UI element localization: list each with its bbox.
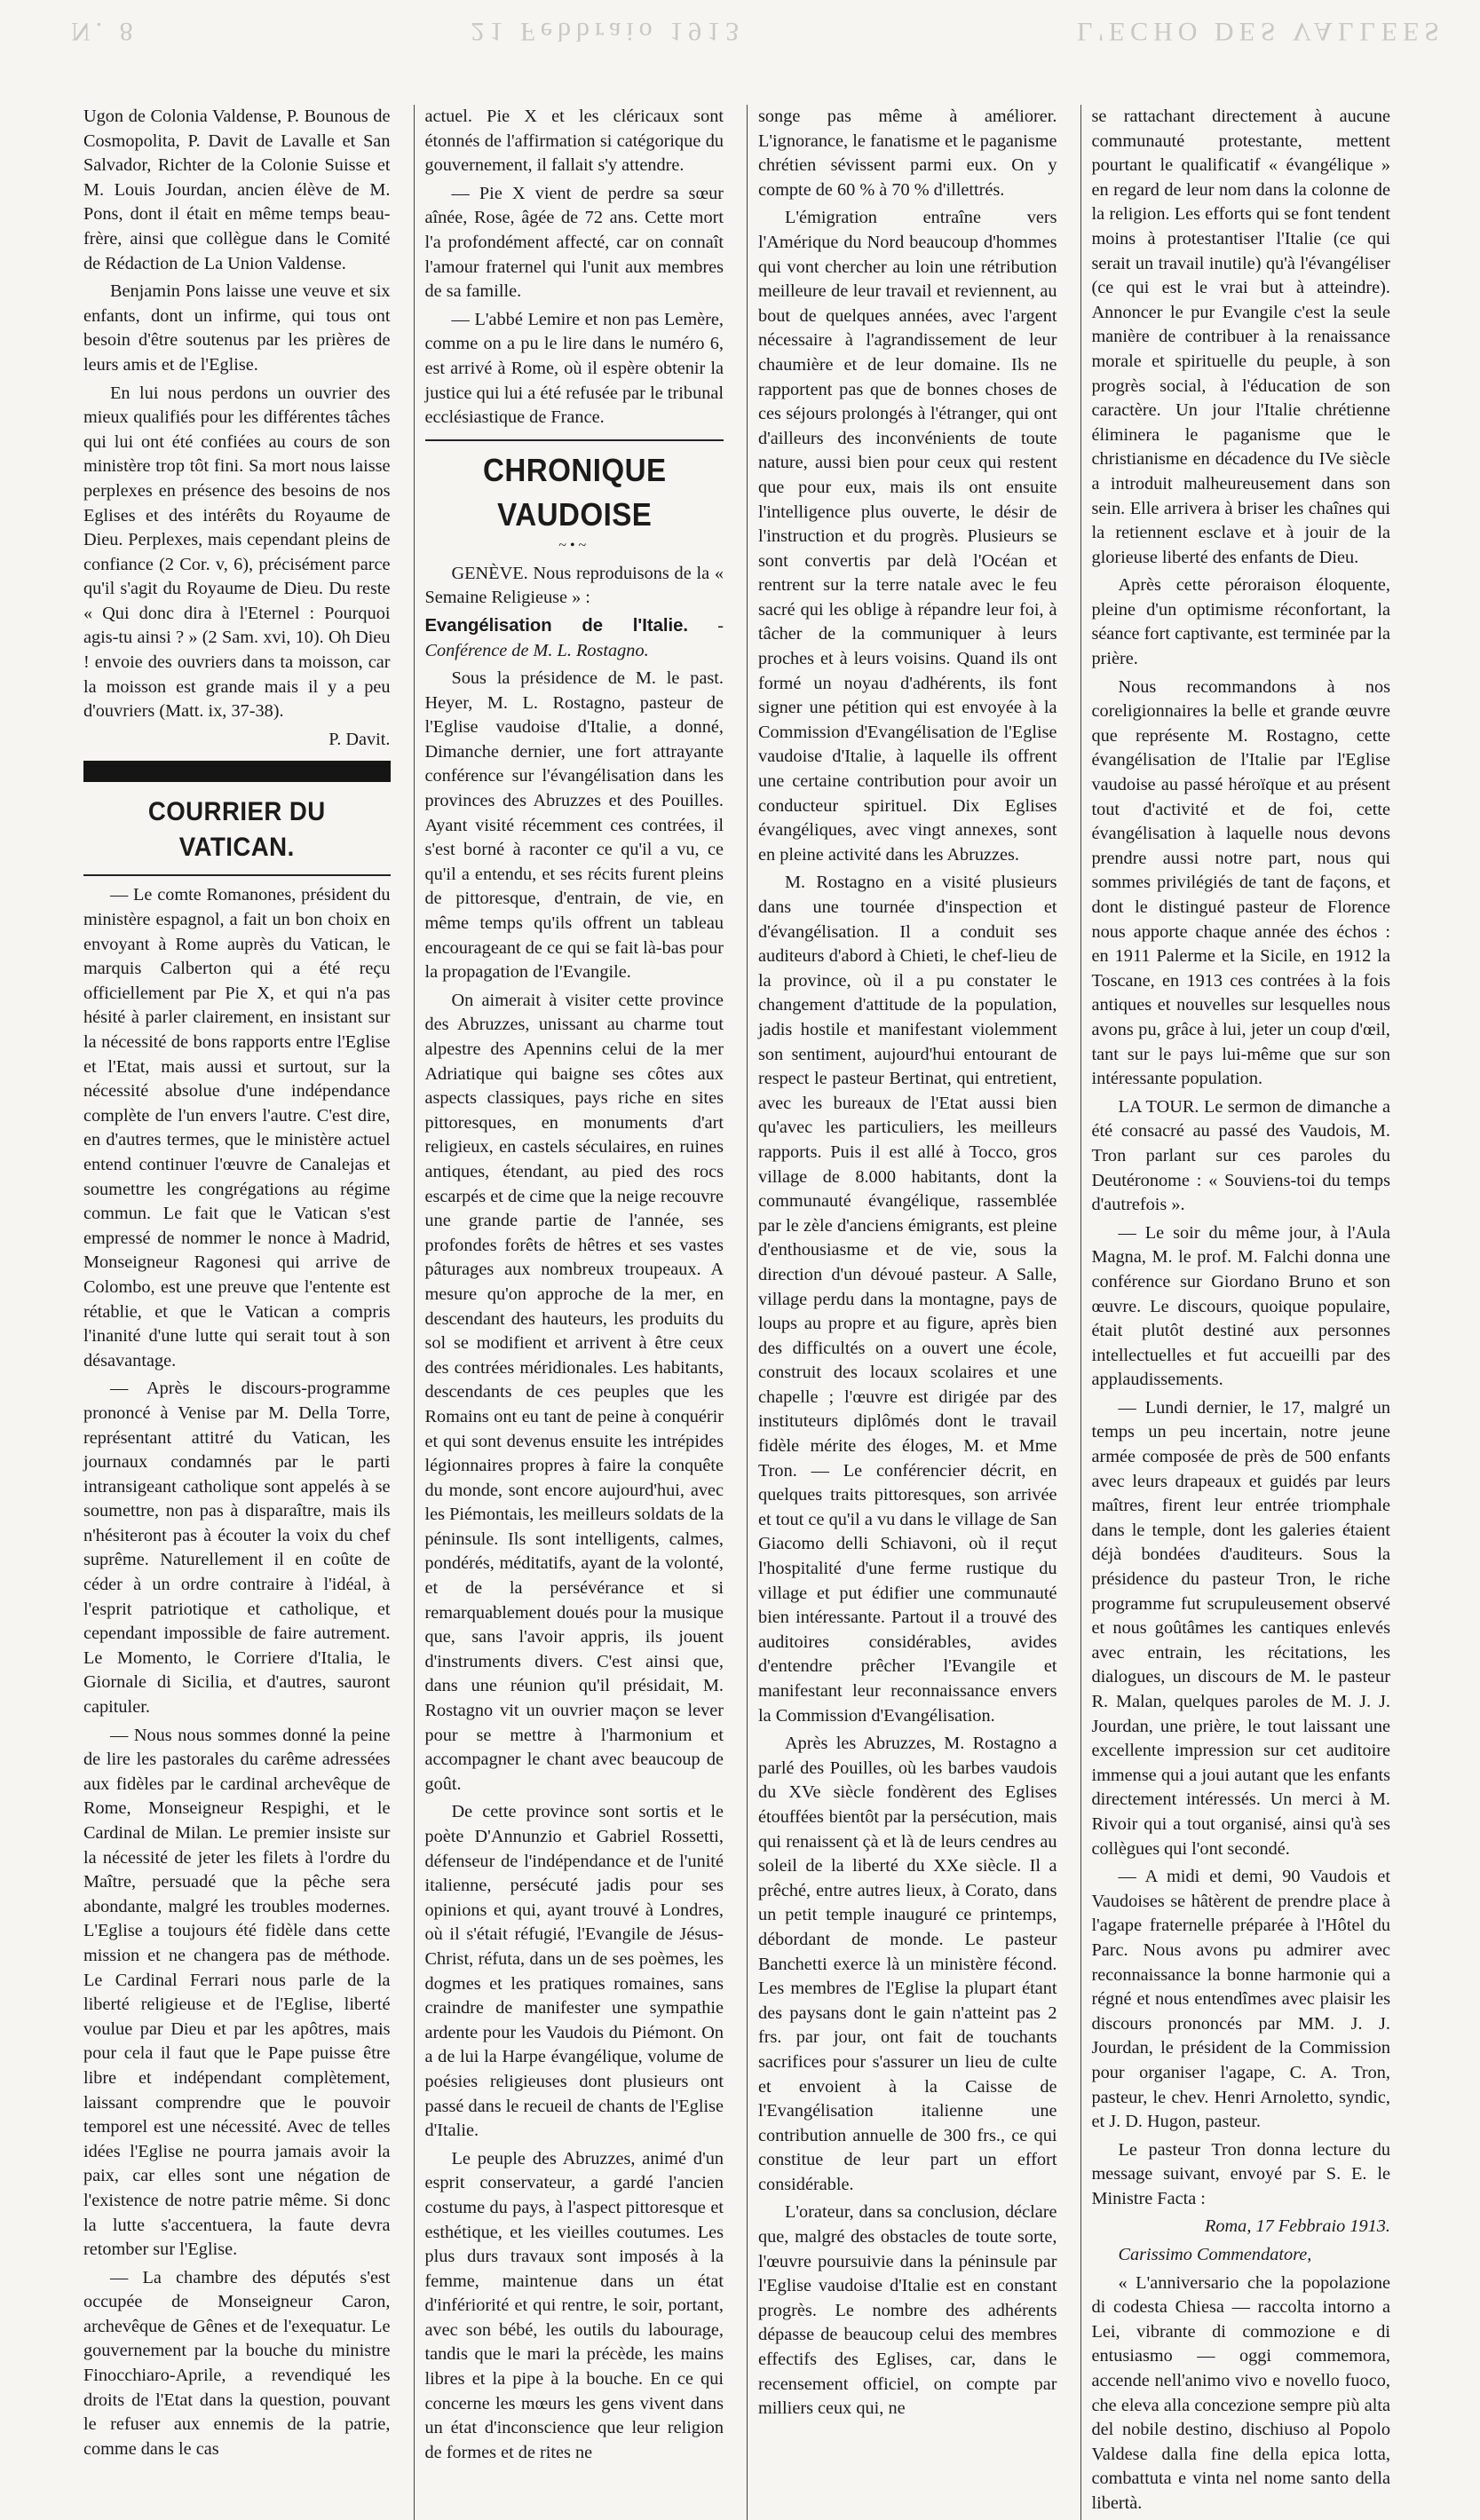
vatican-news-pastorals: — Nous nous sommes donné la peine de lire les pastorales du carême adressées aux fidèles par le cardinal archevêque de Rome, Monseigneur Respighi, et le Cardinal de Milan. Le premier insiste sur la nécessité de jeter les filets à l'ordre du Maître, persuadé que la pêche sera abondante, malgré les troubles modernes. L'Eglise a toujours été fidèle dans cette mission et ne changera pas de méthode. Le Cardinal Ferrari nous parle de la liberté religieuse et de l'Eglise, liberté voulue par Dieu et par les apôtres, mais pour cela il faut que le Pape puisse être libre et indépendant complètement, laissant comprendre que le pouvoir temporel est une nécessité. Avec de telles idées l'Eglise ne pourra jamais avoir la paix, car elles sont une négation de l'existence de notre patrie même. Si donc la lutte s'accentuera, la faute devra retomber sur l'Eglise. (83, 1725, 391, 2260)
letter-salutation-text: Carissimo Commendatore, (1118, 2245, 1312, 2265)
letter-date: Roma, 17 Febbraio 1913. (1205, 2216, 1390, 2237)
conference-title (425, 614, 724, 663)
rostagno-tour: M. Rostagno en a visité plusieurs dans une tournée d'inspection et d'évangélisation. Il a conduit ses auditeurs d'abord à Chieti, le chef-lieu de la province, où il a pu constater le changement d'attitude de la population, jadis hostile et manifestant violemment son sentiment, aujourd'hui entourant de respect le pasteur Bertinat, qui entretient, avec les bureaux de l'Etat aussi bien qu'avec les particuliers, les meilleurs rapports. Puis il est allé à Tocco, gros village de 8.000 habitants, dont la communauté évangélique, rassemblée par le zèle d'anciens émigrants, est pleine d'enthousiasme et de vie, sous la direction d'un dévoué pasteur. A Salle, village perdu dans la montagne, pays de loups au propre et au figure, après bien des difficultés on a ouvert une école, construit des locaux scolaires et une chapelle ; l'œuvre est dirigée par des instituteurs diplômés dont le travail fidèle mérite des éloges, M. et Mme Tron. — Le conférencier décrit, en quelques traits pittoresques, son arrivée et tout ce qu'il a vu dans le village de San Giacomo delli Schiavoni, où il reçut l'hospitalité d'une ferme rustique du village et put édifier une communauté bien intéressante. Partout il a trouvé des auditoires considérables, avides d'entendre prêcher l'Evangile et manifestant leur reconnaissance envers la Commission d'Evangélisation. (758, 873, 1057, 1726)
column-3 (747, 105, 1061, 2520)
vatican-news-continued: actuel. Pie X et les cléricaux sont étonnés de l'affirmation si catégorique du gouvernement, il fallait s'y attendre. (424, 107, 724, 176)
heading-rule (83, 874, 391, 876)
vatican-news-lemire: — L'abbé Lemire et non pas Lemère, comme on a pu le lire dans le numéro 6, est arrivé à Rome, où il espère obtenir la justice qui lui a été refusée par le tribunal ecclésiastique de France. (424, 309, 724, 428)
bleed-masthead: L'ECHO DES VALLEES (1077, 17, 1444, 46)
agape-lunch: — A midi et demi, 90 Vaudois et Vaudoises se hâtèrent de prendre place à l'agape fraternelle préparée à l'Hôtel du Parc. Nous avons pu admirer avec reconnaissance la bonne harmonie qui a régné et nous entendîmes avec plaisir les discours prononcés par MM. J. J. Jourdan, le président de la Commission pour organiser l'agape, C. A. Tron, pasteur, le chev. Henri Arnoletto, syndic, et J. D. Hugon, pasteur. (1091, 1867, 1390, 2132)
obituary-signature: P. Davit. (328, 729, 391, 749)
letter-salutation (1092, 2243, 1391, 2268)
minister-message-intro: Le pasteur Tron donna lecture du message suivant, envoyé par S. E. le Ministre Facta : (1091, 2139, 1390, 2208)
geneve-intro: GENÈVE. Nous reproduisons de la « Semaine Religieuse » : (424, 563, 724, 608)
bleed-date: 21 Febbraio 1913 (471, 17, 745, 46)
aula-magna-conference: — Le soir du même jour, à l'Aula Magna, M. le prof. M. Falchi donna une conférence sur Giordano Bruno et son œuvre. Le discours, quoique populaire, était plutôt destiné aux personnes intellectuelles et fut accueilli par des applaudissements. (1091, 1222, 1390, 1390)
section-rule-top (425, 439, 724, 441)
abruzzes-poets: De cette province sont sortis et le poète D'Annunzio et Gabriel Rossetti, défenseur de l'indépendance et de l'unité italienne, persécuté jadis pour ses opinions et qui, ayant trouvé à Londres, où il s'était réfugié, l'Evangile de Jésus-Christ, réfuta, dans un de ses poèmes, les dogmes et les pratiques romaines, sans craindre de manifester une sympathie ardente pour les Vaudois du Piémont. On a de lui la Harpe évangélique, volume de poésies religieuses dont plusieurs ont passé dans le recueil de chants de l'Eglise d'Italie. (424, 1802, 724, 2141)
conference-byline: - Conférence de M. L. Rostagno. (424, 615, 724, 660)
vatican-section-heading: COURRIER DU VATICAN. (147, 797, 326, 863)
letter-dateline (1092, 2215, 1391, 2240)
vatican-news-chamber: — La chambre des députés s'est occupée de Monseigneur Caron, archevêque de Gênes et de l'exequatur. Le gouvernement par la bouche du ministre Finocchiaro-Aprile, a revendiqué les droits de l'Etat dans la question, pouvant le refuser aux ennemis de la patrie, comme dans le cas (83, 2267, 391, 2459)
column-4 (1080, 105, 1395, 2520)
letter-body: « L'anniversario che la popolazione di codesta Chiesa — raccolta intorno a Lei, vibrante di commozione e di entusiasmo — oggi commemora, accende nell'animo vivo e novello fuoco, che eleva alla concezione sempre più alta del nobile destino, dischiuso al Popolo Valdese dalla fine della epica lotta, combattuta e vinta nel nome santo della libertà. (1091, 2272, 1390, 2513)
vatican-news-spain: — Le comte Romanones, président du ministère espagnol, a fait un bon choix en envoyant à Rome auprès du Vatican, le marquis Calberton qui a été reçu officiellement par Pie X, et qui n'a pas hésité à parler clairement, en insistant sur la nécessité de bons rapports entre l'Eglise et l'Etat, mais aussi et surtout, sur la nécessité absolue d'une indépendance complète de l'un envers l'autre. C'est dire, en d'autres termes, que le ministère actuel entend continuer l'œuvre de Canalejas et soumettre les congrégations au régime commun. Le fait que le Vatican s'est empressé de nommer le nonce à Madrid, Monseigneur Ragonesi qui arrive de Colombo, est une preuve que l'entente est rétablie, et que le Vatican a compris l'inanité d'une lutte qui serait tout à son désavantage. (83, 885, 391, 1371)
conference-conclusion: L'orateur, dans sa conclusion, déclare que, malgré des obstacles de toute sorte, l'œuvre poursuivie dans la péninsule par l'Eglise vaudoise d'Italie est en constant progrès. Le nombre des adhérents dépasse de beaucoup celui des membres effectifs des Eglises, car, dans le recensement officiel, on compte par milliers ceux qui, ne (758, 2202, 1057, 2419)
la-tour-sermon: LA TOUR. Le sermon de dimanche a été consacré au passé des Vaudois, M. Tron parlant sur ces paroles du Deutéronome : « Souviens-toi du temps d'autrefois ». (1091, 1096, 1390, 1215)
obituary-tribute: En lui nous perdons un ouvrier des mieux qualifiés pour les différentes tâches qui lui ont été confiées au cours de son ministère trop tôt fini. Sa mort nous laisse perplexes en présence des besoins de nos Eglises et des intérêts du Royaume de Dieu. Perplexes, mais cependant pleins de confiance (2 Cor. v, 6), précisément parce qu'il s'agit du Royaume de Dieu. Du reste « Qui donc dira à l'Eternel : Pourquoi agis-tu ainsi ? » (2 Sam. xvi, 10). Oh Dieu ! envoie des ouvriers dans ta moisson, car la moisson est grande mais il y a peu d'ouvriers (Matt. ix, 37-38). (83, 383, 391, 722)
pouilles-paragraph: Après les Abruzzes, M. Rostagno a parlé des Pouilles, où les barbes vaudois du XVe siècle fondèrent des Eglises étouffées bientôt par la persécution, mais qui renaissent çà et là de leurs cendres au soleil de la liberté du XXe siècle. Il a prêché, entre autres lieux, à Corato, dans un petit temple inauguré ce printemps, débordant de monde. Le pasteur Banchetti exerce là un ministère fécond. Les membres de l'Eglise la plupart étant des paysans dont le gain n'atteint pas 2 frs. par jour, ont fait de touchants sacrifices pour s'assurer un lieu de culte et envoient à la Caisse de l'Evangélisation italienne une contribution annuelle de 300 frs., ce qui constitue de leur part un effort considérable. (758, 1734, 1057, 2194)
reverse-side-bleed-through (71, 11, 1444, 46)
vatican-news-pius-sister: — Pie X vient de perdre sa sœur aînée, Rose, âgée de 72 ans. Cette mort l'a profondément affecté, car on connaît l'amour fraternel qui l'unit aux membres de sa famille. (424, 183, 724, 302)
obituary-family: Benjamin Pons laisse une veuve et six enfants, dont un infirme, qui tous ont besoin d'être soutenus par les prières de leurs amis et de l'Eglise. (83, 281, 391, 375)
column-1 (80, 105, 394, 2520)
column-2 (414, 105, 728, 2520)
children-celebration: — Lundi dernier, le 17, malgré un temps un peu incertain, notre jeune armée composée de près de 500 enfants avec leurs drapeaux et guidés par leurs maîtres, firent leur entrée triomphale dans le temple, dont les galeries étaient déjà bondées d'auditeurs. Sous la présidence du pasteur Tron, le riche programme fut scrupuleusement observé et nous goûtâmes les cantiques enlevés avec entrain, les récitations, les dialogues, un discours de M. le pasteur R. Malan, quelques paroles de M. J. J. Jourdan, une prière, le tout laissant une excellente impression sur cet auditoire immense qui a joui autant que les enfants directement intéressés. Un merci à M. Rivoir qui a tout organisé, ainsi qu'à ses collègues qui l'ont secondé. (1091, 1397, 1390, 1859)
abruzzes-description: On aimerait à visiter cette province des Abruzzes, unissant au charme tout alpestre des Apennins celui de la mer Adriatique qui baigne ses côtes aux aspects classiques, pays riche en sites pittoresques, en monuments d'art religieux, en castels séculaires, en ruines antiques, étendant, au pied des rocs escarpés et de cime que la neige recouvre une grande partie de l'année, ses profondes forêts de hêtres et ses vastes pâturages aux nombreux troupeaux. A mesure qu'on approche de la mer, en descendant des hauteurs, les produits du sol se modifient et arrivent à être ceux des contrées méridionales. Les habitants, descendants de ces peuples que les Romains ont eu tant de peine à conquérir et qui sont devenus ensuite les intrépides légionnaires propres à faire la conquête du monde, sont encore aujourd'hui, avec les Piémontais, les meilleurs soldats de la péninsule. Ils sont intelligents, calmes, pondérés, méditatifs, ayant de la volonté, et de la persévérance et si remarquablement doués pour la musique que, sans l'avoir appris, ils jouent d'instruments divers. C'est ainsi que, dans une réunion qu'il présidait, M. Rostagno vit un ouvrier maçon se lever pour se mettre à l'harmonium et accompagner le chant avec beaucoup de goût. (424, 990, 724, 1794)
bleed-issue: N. 8 (71, 17, 139, 46)
conference-subhead: Evangélisation de l'Italie. (424, 615, 689, 636)
article-columns (80, 105, 1394, 2513)
chronique-section-heading: CHRONIQUE VAUDOISE (482, 451, 667, 533)
conference-summary: Sous la présidence de M. le past. Heyer, M. L. Rostagno, pasteur de l'Eglise vaudoise d'Italie, a donné, Dimanche dernier, une fort attrayante conférence sur l'évangélisation dans les provinces des Abruzzes et des Pouilles. Ayant visité récemment ces contrées, il s'est borné à raconter ce qu'il a vu, ce qu'il a entendu, et ses récits furent pleins de pittoresque, d'entrain, de vie, en même temps qu'ils offrent un tableau encourageant de ce qui se fait là-bas pour la propagation de l'Evangile. (424, 668, 724, 983)
abruzzes-continued: songe pas même à améliorer. L'ignorance, le fanatisme et le paganisme chrétien sévissent parmi eux. On y compte de 60 % à 70 % d'illettrés. (758, 107, 1057, 200)
section-divider (83, 761, 391, 782)
conclusion-continued: se rattachant directement à aucune communauté protestante, mettent pourtant le qualificatif « évangélique » en regard de leur nom dans la colonne de la religion. Les efforts qui se font tendent moins à protestantiser l'Italie (ce qui serait un travail inutile) qu'à l'évangéliser (ce qui est le vrai but à atteindre). Annoncer le pur Evangile c'est la seule manière de contribuer à la renaissance morale et spirituelle du peuple, à son progrès social, à l'éducation de son caractère. Un jour l'Italie chrétienne éliminera le paganisme que le christianisme en décadence du IVe siècle a introduit malheureusement dans son sein. Elle arrivera à briser les chaînes qui la retiennent esclave et à jouir de la glorieuse liberté des enfants de Dieu. (1091, 107, 1390, 567)
vatican-news-journals: — Après le discours-programme prononcé à Venise par M. Della Torre, représentant attitré du Vatican, les journaux condamnés par le parti intransigeant catholique sont appelés à se soumettre, non pas à disparaître, mais ils n'hésiteront pas à écouter la voix du chef suprême. Naturellement il en coûte de céder à un ordre contraire à l'idéal, à l'esprit patriotique et catholique, et cependant impossible de faire autrement. Le Momento, le Corriere d'Italia, le Giornale di Sicilia, et d'autres, sauront capituler. (83, 1378, 391, 1718)
emigration-paragraph: L'émigration entraîne vers l'Amérique du Nord beaucoup d'hommes qui vont chercher au loin une rétribution meilleure de leur travail et reviennent, au bout de quelques années, avec l'argent nécessaire à l'agrandissement de leur chaumière et de leur domaine. Ils ne rapportent pas que de bonnes choses de ces séjours prolongés à l'étranger, qui ont d'ailleurs des inconvénients de toute nature, aussi bien pour ceux qui restent que pour eux, mais ils ont ensuite l'intelligence plus ouverte, le désir de l'instruction et du progrès. Plusieurs se sont convertis par delà l'Océan et rentrent sur la terre natale avec le feu sacré qui les oblige à répandre leur foi, à tâcher de la communiquer à leurs proches et à leurs voisins. Quand ils ont formé un noyau d'adhérents, ils font signer une pétition qui est envoyée à la Commission d'Evangélisation de l'Eglise vaudoise d'Italie, à laquelle ils offrent une certaine contribution pour avoir un conducteur spirituel. Dix Eglises évangéliques, avec vingt annexes, sont en pleine activité dans les Abruzzes. (758, 208, 1057, 865)
obituary-continued: Ugon de Colonia Valdense, P. Bounous de Cosmopolita, P. Davit de Lavalle et San Salvador, Richter de la Colonie Suisse et M. Louis Jourdan, ancien élève de M. Pons, dont il était en même temps beau-frère, ainsi que collègue dans le Comité de Rédaction de La Union Valdense. (83, 107, 391, 273)
heading-ornament: ~•~ (558, 537, 590, 553)
abruzzes-people: Le peuple des Abruzzes, animé d'un esprit conservateur, a gardé l'ancien costume du pays, à l'aspect pittoresque et esthétique, et les vieilles coutumes. Les plus durs travaux sont imposés à la femme, maintenue dans un état d'infériorité et qui rentre, le soir, portant, avec son bébé, les outils du labourage, tandis que le mari la précède, les mains libres et la pipe à la bouche. En ce qui concerne les mœurs les gens vivent dans un état d'inconscience que leur religion de formes et de rites ne (424, 2148, 724, 2462)
recommendation: Nous recommandons à nos coreligionnaires la belle et grande œuvre que représente M. Rostagno, cette évangélisation de l'Italie par l'Eglise vaudoise au passé héroïque et au présent tout d'activité et de foi, cette évangélisation à laquelle nous devons prendre aussi notre part, nous qui sommes privilégiés de tant de façons, et dont le distingué pasteur de Florence nous apporte chaque année des échos : en 1911 Palerme et la Sicile, en 1912 la Toscane, en 1913 ces contrées à la fois antiques et nouvelles sur lesquelles nous avons pu, grâce à lui, jeter un coup d'œil, tant sur le pays lui-même que sur son intéressante population. (1091, 676, 1390, 1089)
seance-end: Après cette péroraison éloquente, pleine d'un optimisme réconfortant, la séance fort captivante, est terminée par la prière. (1091, 575, 1390, 669)
